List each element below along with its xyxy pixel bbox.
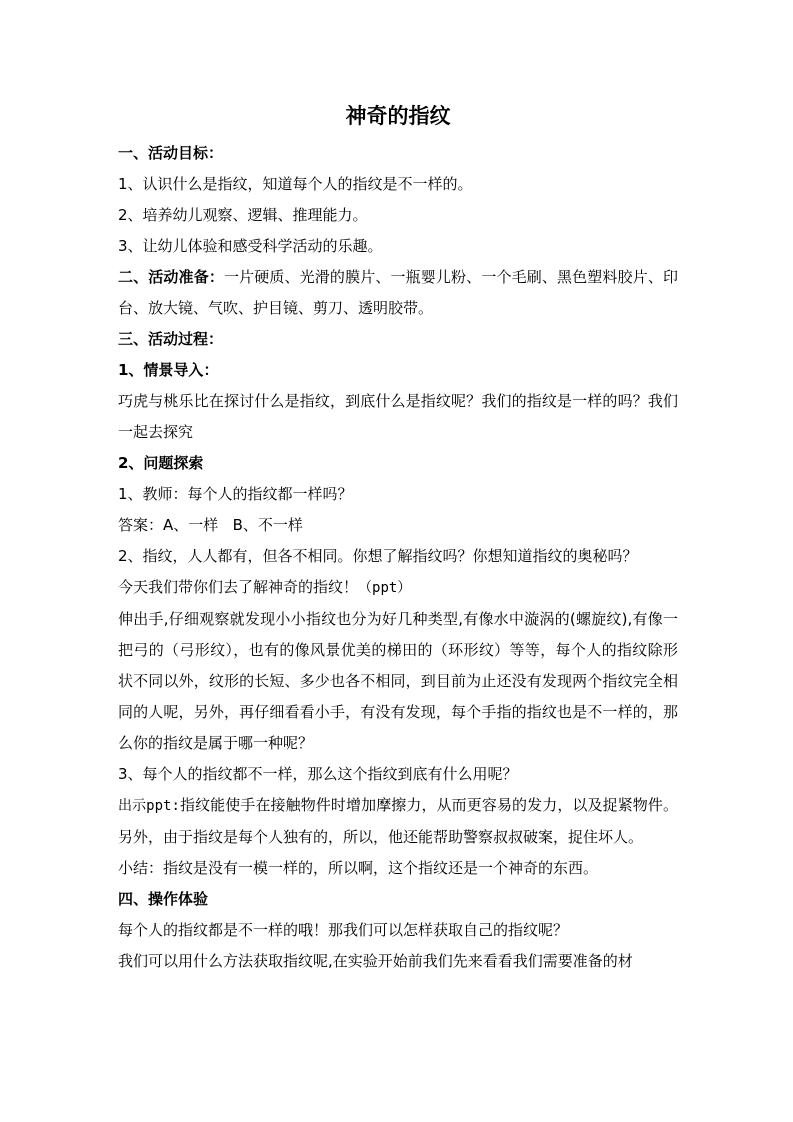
- subheading-intro: 1、情景导入：: [118, 361, 219, 379]
- goal-item: 2、培养幼儿观察、逻辑、推理能力。: [118, 206, 368, 224]
- show-ppt-text: 指纹能使手在接触物件时增加摩擦力，从而更容易的发力，以及捉紧物件。另外，由于指纹是每个人独有的，所以，他还能帮助警察叔叔破案，捉住坏人。: [118, 796, 678, 846]
- preparation-text: 一片硬质、光滑的膜片、一瓶婴儿粉、一个毛刷、黑色塑料胶片、印台、放大镜、气吹、护目镜、剪刀、透明胶带。: [118, 268, 678, 317]
- summary: 小结：指纹是没有一模一样的，所以啊，这个指纹还是一个神奇的东西。: [118, 859, 599, 877]
- practice-line-1: 每个人的指纹都是不一样的哦！那我们可以怎样获取自己的指纹呢？: [118, 921, 569, 939]
- section-heading-practice: 四、操作体验: [118, 890, 209, 908]
- section-heading-process: 三、活动过程：: [118, 330, 224, 348]
- question-1: 1、教师：每个人的指纹都一样吗？: [118, 485, 353, 503]
- intro-paragraph: 巧虎与桃乐比在探讨什么是指纹，到底什么是指纹呢？我们的指纹是一样的吗？我们一起去探究: [118, 392, 678, 441]
- goal-item: 3、让幼儿体验和感受科学活动的乐趣。: [118, 237, 383, 255]
- question-2: 2、指纹，人人都有，但各不相同。你想了解指纹吗？你想知道指纹的奥秘吗？: [118, 547, 638, 565]
- fingerprint-types-paragraph: 伸出手,仔细观察就发现小小指纹也分为好几种类型,有像水中漩涡的(螺旋纹),有像一把弓的（弓形纹），也有的像风景优美的梯田的（环形纹）等等，每个人的指纹除形状不同以外，纹形的长短、多少也各不相同，到目前为止还没有发现两个指纹完全相同的人呢，另外，再仔细看看小手，有没有发现，每个手指的指纹也是不一样的，那么你的指纹是属于哪一种呢？: [118, 610, 678, 752]
- show-ppt-label: 出示ppt:: [118, 798, 180, 814]
- question-2-continued: [118, 572, 678, 604]
- preparation-paragraph: [118, 262, 678, 324]
- question-2-text: 今天我们带你们去了解神奇的指纹！: [118, 578, 359, 596]
- goal-item: 1、认识什么是指纹，知道每个人的指纹是不一样的。: [118, 175, 473, 193]
- section-heading-preparation: 二、活动准备：: [118, 268, 224, 286]
- document-body: [118, 98, 678, 977]
- practice-line-2: 我们可以用什么方法获取指纹呢,在实验开始前我们先来看看我们需要准备的材: [118, 952, 633, 970]
- subheading-explore: 2、问题探索: [118, 454, 204, 472]
- answer-options: 答案：A、一样 B、不一样: [118, 516, 303, 534]
- ppt-note: （ppt）: [358, 580, 412, 596]
- question-3: 3、每个人的指纹都不一样，那么这个指纹到底有什么用呢？: [118, 765, 518, 783]
- section-heading-goals: 一、活动目标：: [118, 144, 224, 162]
- show-ppt-paragraph: [118, 790, 678, 853]
- document-title: 神奇的指纹: [345, 104, 451, 128]
